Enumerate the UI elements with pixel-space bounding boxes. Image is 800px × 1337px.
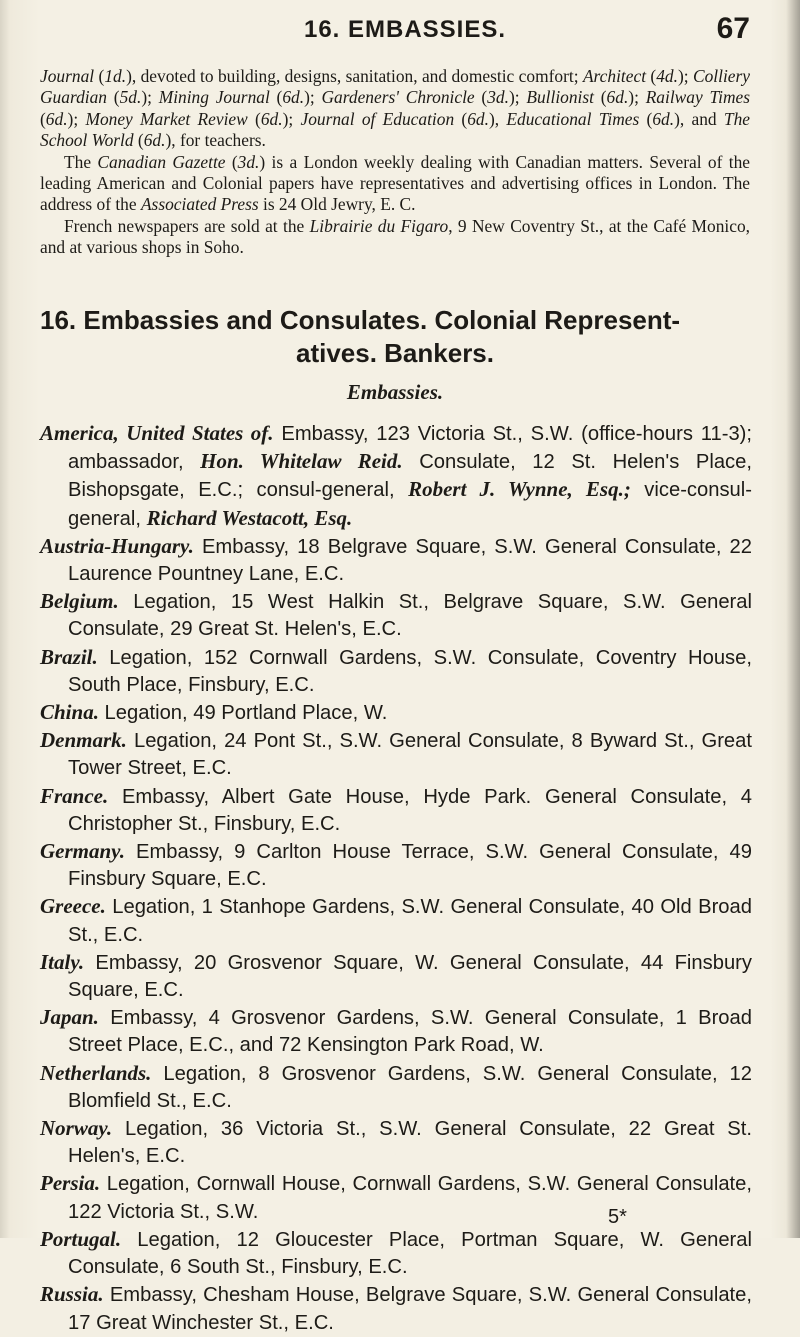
text-run: (: [593, 87, 607, 108]
embassy-entry: [40, 533, 752, 588]
text-run: (: [225, 151, 238, 172]
text-run: );: [141, 87, 159, 108]
italic-text: The School World: [40, 108, 751, 151]
country-name: Germany.: [40, 839, 125, 864]
country-name: Belgium.: [40, 589, 119, 614]
italic-text: 1d.: [104, 66, 127, 86]
country-name: Austria-Hungary.: [40, 533, 194, 558]
italic-text: Gardeners' Chronicle: [321, 87, 475, 108]
italic-text: 4d.: [656, 66, 678, 86]
embassy-entry: [40, 727, 752, 782]
text-run: The: [64, 151, 98, 172]
text-run: Embassy, 18 Belgrave Square, S.W. General Consulate, 22 Laurence Pountney Lane, E.C.: [68, 535, 752, 586]
embassy-entry: [40, 1004, 752, 1059]
text-run: (: [40, 108, 46, 129]
embassy-entry: [40, 1060, 752, 1115]
country-name: Netherlands.: [40, 1060, 152, 1085]
italic-text: Bullionist: [526, 87, 594, 108]
embassy-entry: [40, 1281, 752, 1336]
text-run: );: [67, 108, 86, 129]
italic-text: 5d.: [119, 87, 142, 108]
text-run: (: [247, 108, 261, 129]
italic-text: Railway Times: [645, 87, 751, 108]
italic-text: Architect: [582, 66, 647, 86]
italic-text: Mining Journal: [158, 87, 270, 108]
text-run: );: [282, 108, 301, 129]
section-heading: [40, 304, 750, 370]
italic-text: Librairie du Figaro: [309, 215, 449, 236]
section-heading-line-1: 16. Embassies and Consulates. Colonial Represent-: [40, 305, 681, 335]
text-run: (: [646, 66, 657, 86]
text-run: ),: [488, 108, 507, 129]
italic-text: Associated Press: [140, 194, 259, 215]
embassy-entry: [40, 893, 752, 948]
subheading-embassies: Embassies.: [346, 380, 444, 404]
italic-text: Journal of Education: [300, 108, 455, 129]
italic-text: 3d.: [237, 151, 260, 172]
italic-text: 6d.: [45, 108, 68, 129]
italic-text: 6d.: [143, 130, 166, 151]
text-run: Embassy, Albert Gate House, Hyde Park. General Consulate, 4 Christopher St., Finsbury, E.C.: [68, 785, 752, 835]
country-name: Italy.: [40, 949, 85, 974]
country-name: Brazil.: [40, 644, 98, 669]
text-run: ), and: [674, 108, 724, 129]
text-run: ), for teachers.: [165, 130, 266, 151]
text-run: (: [133, 130, 144, 151]
country-name: Greece.: [40, 894, 106, 919]
text-run: Legation, 49 Portland Place, W.: [98, 702, 388, 725]
text-run: );: [304, 87, 322, 108]
country-name: Denmark.: [40, 728, 127, 753]
text-run: Embassy, 20 Grosvenor Square, W. General Consulate, 44 Finsbury Square, E.C.: [68, 951, 752, 1002]
text-run: );: [508, 87, 527, 108]
signature-mark: 5*: [608, 1206, 627, 1228]
text-run: ) is a London weekly dealing with Canadian matters. Several of the leading American and Colonial papers have representatives and advertising offices in London. The address of the: [40, 151, 750, 215]
text-run: (: [639, 108, 653, 129]
italic-text: 6d.: [282, 87, 305, 108]
embassy-entry: [40, 1170, 752, 1225]
text-run: );: [628, 87, 646, 108]
text-run: Embassy, 4 Grosvenor Gardens, S.W. General Consulate, 1 Broad Street Place, E.C., and 72 Kensington Park Road, W.: [68, 1007, 752, 1057]
text-run: (: [107, 87, 120, 108]
running-head: 16. EMBASSIES.: [303, 16, 507, 43]
page-header: [60, 12, 750, 52]
country-name: Portugal.: [40, 1226, 122, 1251]
country-name: Norway.: [40, 1116, 113, 1141]
italic-text: Richard Westacott, Esq.: [146, 505, 353, 530]
embassy-entry: [40, 1115, 752, 1170]
italic-text: Journal: [40, 66, 95, 86]
page-number: 67: [716, 12, 750, 45]
page-gutter-shadow: [786, 0, 800, 1238]
country-name: France.: [40, 783, 109, 808]
intro-paragraph: [40, 66, 750, 152]
text-run: vice-consul-general,: [68, 479, 752, 530]
country-name: China.: [40, 700, 99, 725]
text-run: Embassy, 123 Victoria St., S.W. (office-hours 11-3); ambassador,: [68, 423, 753, 474]
text-run: Legation, Cornwall House, Cornwall Gardens, S.W. General Consulate, 122 Victoria St., S.W.: [68, 1173, 752, 1223]
text-run: French newspapers are sold at the: [64, 215, 310, 236]
text-run: ), devoted to building, designs, sanitation, and domestic comfort;: [126, 66, 583, 86]
italic-text: Educational Times: [506, 108, 640, 129]
embassy-entry: [40, 644, 752, 699]
embassy-entry: [40, 420, 752, 533]
text-run: );: [677, 66, 694, 86]
text-run: (: [474, 87, 488, 108]
text-run: Embassy, Chesham House, Belgrave Square, S.W. General Consulate, 17 Great Winchester St., E.C.: [68, 1284, 752, 1334]
italic-text: Robert J. Wynne, Esq.;: [408, 477, 631, 502]
text-run: is 24 Old Jewry, E. C.: [258, 194, 416, 215]
text-run: Legation, 1 Stanhope Gardens, S.W. General Consulate, 40 Old Broad St., E.C.: [68, 896, 752, 946]
country-name: Russia.: [40, 1282, 104, 1307]
intro-text: [40, 66, 750, 259]
text-run: Consulate, 12 St. Helen's Place, Bishopsgate, E.C.; consul-general,: [68, 451, 752, 502]
country-name: Japan.: [40, 1005, 99, 1030]
italic-text: Money Market Review: [85, 108, 248, 129]
text-run: Legation, 152 Cornwall Gardens, S.W. Consulate, Coventry House, South Place, Finsbury, E.C.: [68, 646, 752, 696]
text-run: (: [269, 87, 283, 108]
embassy-list: [40, 420, 752, 1337]
italic-text: Hon. Whitelaw Reid.: [200, 449, 403, 474]
embassy-entry: [40, 588, 752, 643]
intro-paragraph: [40, 152, 750, 216]
intro-paragraph: [40, 216, 750, 259]
text-run: , 9 New Coventry St., at the Café Monico, and at various shops in Soho.: [40, 215, 750, 258]
italic-text: 6d.: [652, 108, 675, 129]
text-run: Legation, 36 Victoria St., S.W. General Consulate, 22 Great St. Helen's, E.C.: [68, 1118, 752, 1168]
text-run: (: [454, 108, 468, 129]
text-run: Legation, 15 West Halkin St., Belgrave Square, S.W. General Consulate, 29 Great St. Helen's, E.C.: [68, 591, 752, 641]
italic-text: 6d.: [467, 108, 489, 129]
text-run: Embassy, 9 Carlton House Terrace, S.W. General Consulate, 49 Finsbury Square, E.C.: [68, 841, 752, 891]
text-run: (: [94, 66, 105, 86]
country-name: Persia.: [40, 1171, 101, 1196]
text-run: Legation, 8 Grosvenor Gardens, S.W. General Consulate, 12 Blomfield St., E.C.: [68, 1062, 752, 1112]
country-name: America, United States of.: [40, 421, 274, 445]
embassy-entry: [40, 949, 752, 1004]
italic-text: Canadian Gazette: [97, 151, 226, 172]
embassy-entry: [40, 838, 752, 893]
italic-text: 6d.: [260, 108, 283, 129]
embassy-entry: [40, 783, 752, 838]
embassy-entry: [40, 699, 752, 727]
section-heading-line-2: atives. Bankers.: [295, 338, 494, 368]
embassy-entry: [40, 1226, 752, 1281]
italic-text: Colliery Guardian: [40, 66, 751, 108]
italic-text: 3d.: [487, 87, 509, 108]
text-run: Legation, 24 Pont St., S.W. General Consulate, 8 Byward St., Great Tower Street, E.C.: [68, 730, 752, 780]
italic-text: 6d.: [606, 87, 629, 108]
text-run: Legation, 12 Gloucester Place, Portman Square, W. General Consulate, 6 South St., Finsbury, E.C.: [68, 1228, 752, 1279]
